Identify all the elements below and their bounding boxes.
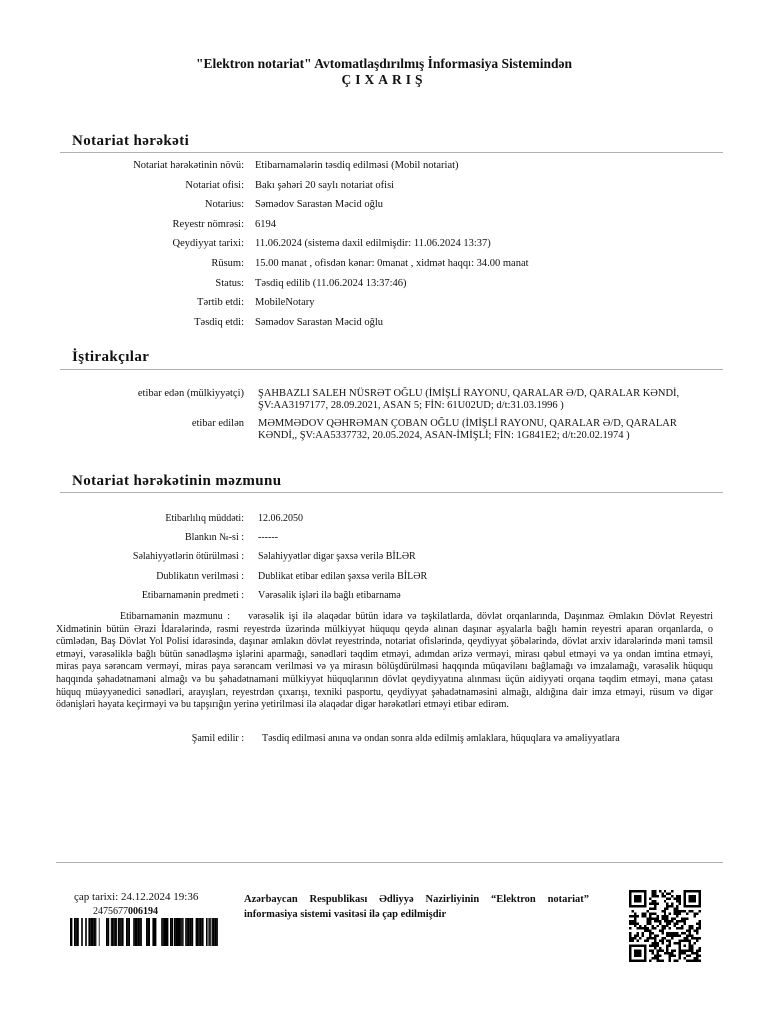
scope-label: Şamil edilir : [191, 733, 244, 744]
footer-divider [56, 862, 723, 863]
party-label: etibar edilən [191, 418, 244, 429]
detail-row [0, 218, 768, 231]
document-header-title: "Elektron notariat" Avtomatlaşdırılmış İnformasiya Sistemindən [196, 56, 572, 71]
content-detail-value: Səlahiyyətlər digər şəxsə verilə BİLƏR [258, 551, 416, 563]
detail-value: Təsdiq edilib (11.06.2024 13:37:46) [255, 277, 407, 289]
detail-row [0, 179, 768, 192]
detail-label: Status: [215, 277, 244, 289]
document-header-subtitle: ÇIXARIŞ [341, 72, 427, 87]
detail-row [0, 257, 768, 270]
detail-value: Etibarnamələrin təsdiq edilməsi (Mobil notariat) [255, 160, 459, 171]
document-number-prefix: 2475677 [93, 906, 128, 917]
detail-row [0, 277, 768, 290]
section-divider [60, 492, 723, 493]
content-detail-row [0, 550, 768, 563]
power-of-attorney-content [56, 611, 713, 712]
detail-row [0, 237, 768, 250]
detail-value: 6194 [255, 218, 276, 230]
detail-value: Səmədov Sarastən Məcid oğlu [255, 199, 384, 211]
detail-row [0, 296, 768, 309]
document-number [93, 906, 158, 917]
detail-value: Bakı şəhəri 20 saylı notariat ofisi [255, 179, 395, 191]
detail-label: Qeydiyyat tarixi: [172, 238, 244, 250]
detail-row [0, 159, 768, 172]
detail-label: Notarius: [204, 199, 244, 211]
content-detail-row [0, 531, 768, 544]
scope-value: Təsdiq edilməsi anına və ondan sonra əldə edilmiş əmlaklara, hüquqlara və əməliyyatlara [262, 733, 620, 744]
content-label: Etibarnamənin məzmunu : [120, 611, 231, 622]
content-text: vərəsəlik işi ilə əlaqədar bütün idarə və təşkilatlarda, dövlət orqanlarında, Daşınmaz Əmlakın Dövlət Reyestri Xidmətinin bütün Ərazi İdarələrində, rəsmi reyestrdə üzərində mülkiyyət hüququ qeydə alınan daşınar əşyalarla bağlı həmin reyestri aparan orqanlarda, o cümlədən, Baş Dövlət Yol Polisi idarəsində, daşınar əmlakın dövlət reyestrində, notariat ofislərində, qeydiyyat şöbələrində, dövlət arxiv idarələrində məni təmsil etməyi, vərəsəliklə bağlı bütün sənədləşmə işlərini aparmağı, sənədləri təqdim etməyi, adımdan ərizə verməyi, mirası qəbul etməyi və ya ondan imtina etməyi, miras paya sərəncam verməyi, miras paya sərəncam verilməsi və ya mirasın bölüşdürülməsi haqqında müqavilənı bağlamağı və imzalamağı, vərəsəlik hüququ haqqında şəhadətnaməni almağı və bu şəhadətnaməni mülkiyyət hüquqlarının dövlət qeydiyyatına alınması üçün aidiyyəti orqana təqdim etməyi, mənə çatası hüquq müəyyənedici sənədləri, arayışları, reyestrdən çıxarışı, texniki pasportu, qeydiyyat şəhadətnaməsini almağı, aldığına dair imza etməyi, rüsum və digər ödənişləri həyata keçirməyi və bu tapşırığın yerinə yetirilməsi ilə əlaqədar digər hərəkətləri etməyi etibar edirəm. [56, 611, 713, 711]
content-detail-value: Vərəsəlik işləri ilə bağlı etibarnamə [258, 589, 401, 601]
print-date: çap tarixi: 24.12.2024 19:36 [74, 891, 199, 903]
content-detail-row [0, 589, 768, 602]
detail-label: Reyestr nömrəsi: [172, 218, 244, 230]
section-title-notarial-action: Notariat hərəkəti [72, 133, 190, 149]
footer-note: Azərbaycan Respublikası Ədliyyə Nazirliyinin “Elektron notariat” informasiya sistemi vasitəsi ilə çap edilmişdir [244, 894, 589, 920]
detail-value: MobileNotary [255, 297, 315, 309]
detail-value: 15.00 manat , ofisdən kənar: 0manat , xidmət haqqı: 34.00 manat [255, 258, 529, 269]
barcode-icon [70, 918, 218, 946]
document-number-suffix: 006194 [128, 906, 158, 917]
content-detail-value: ------ [258, 532, 278, 544]
detail-label: Rüsum: [211, 258, 244, 269]
section-title-participants: İştirakçılar [72, 349, 150, 365]
party-label: etibar edən (mülkiyyətçi) [137, 388, 244, 399]
content-detail-value: Dublikat etibar edilən şəxsə verilə BİLƏR [258, 570, 428, 582]
detail-label: Təsdiq etdi: [194, 316, 244, 328]
section-divider [60, 369, 723, 370]
section-title-content: Notariat hərəkətinin məzmunu [72, 473, 282, 489]
detail-value: Səmədov Sarastən Məcid oğlu [255, 316, 384, 328]
content-detail-value: 12.06.2050 [258, 513, 303, 524]
party-value: ŞAHBAZLI SALEH NÜSRƏT OĞLU (İMİŞLİ RAYONU, QARALAR Ə/D, QARALAR KƏNDİ, ŞV:AA3197177, 28.09.2021, ASAN 5; FİN: 61U02UD; d/t:31.03.1996 ) [258, 388, 680, 411]
detail-value: 11.06.2024 (sistemə daxil edilmişdir: 11.06.2024 13:37) [255, 238, 491, 250]
content-detail-label: Dublikatın verilməsi : [156, 570, 244, 582]
detail-label: Notariat ofisi: [185, 179, 244, 191]
content-detail-row [0, 512, 768, 525]
content-detail-label: Etibarlılıq müddəti: [165, 513, 244, 524]
content-detail-row [0, 570, 768, 583]
qr-code-icon [629, 890, 701, 962]
content-detail-label: Blankın №-si : [185, 532, 244, 544]
detail-row [0, 198, 768, 211]
section-divider [60, 152, 723, 153]
content-detail-label: Etibarnamənin predmeti : [141, 589, 244, 601]
detail-row [0, 316, 768, 329]
detail-label: Notariat hərəkətinin növü: [133, 160, 244, 171]
party-value: MƏMMƏDOV QƏHRƏMAN ÇOBAN OĞLU (İMİŞLİ RAYONU, QARALAR Ə/D, QARALAR KƏNDİ,, ŞV:AA5337732, 20.05.2024, ASAN-İMİŞLİ; FİN: 1G841E2; d/t:20.02.1974 ) [258, 418, 677, 441]
content-detail-label: Səlahiyyətlərin ötürülməsi : [132, 551, 244, 563]
detail-label: Tərtib etdi: [197, 297, 244, 309]
